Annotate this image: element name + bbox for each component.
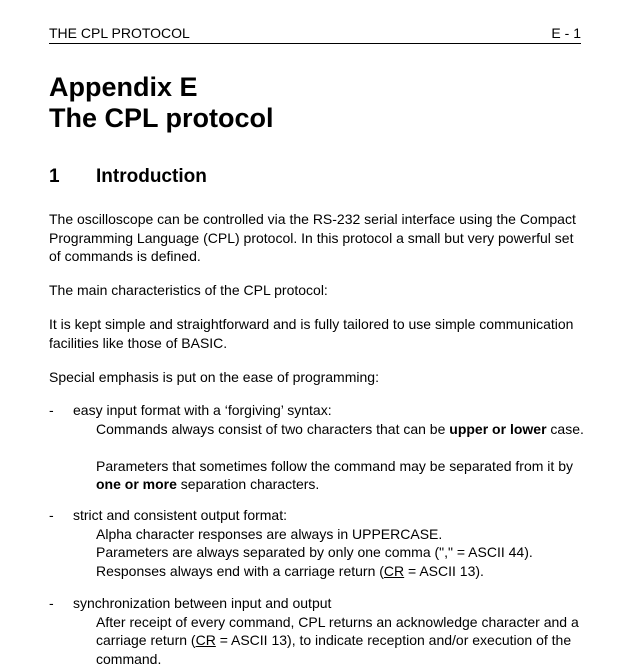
list-item-detail: After receipt of every command, CPL returns an acknowledge character and a carriage return (CR = ASCII 13), to indicate reception and/or execution of the command.: [96, 613, 579, 667]
list-item-detail: Alpha character responses are always in UPPERCASE.: [96, 525, 443, 542]
list-item-detail: Commands always consist of two characters that can be upper or lower case.: [96, 420, 584, 437]
list-item-detail: Parameters that sometimes follow the command may be separated from it by one or more separation characters.: [96, 457, 573, 492]
underlined-text: CR: [383, 562, 405, 579]
page-number: E - 1: [551, 25, 581, 41]
list-item-detail: Parameters are always separated by only one comma ("," = ASCII 44).: [96, 544, 533, 560]
underlined-text: CR: [195, 632, 216, 648]
title-line-2: The CPL protocol: [49, 103, 274, 133]
emphasis-text: one or more: [96, 476, 177, 492]
section-title: Introduction: [96, 166, 207, 187]
list-dash: -: [49, 402, 54, 418]
header-title: THE CPL PROTOCOL: [49, 25, 190, 41]
list-dash: -: [49, 595, 54, 611]
paragraph-emphasis: Special emphasis is put on the ease of programming:: [49, 369, 379, 385]
list-item-heading: synchronization between input and output: [73, 595, 332, 611]
paragraph-simple: It is kept simple and straightforward and is fully tailored to use simple communication facilities like those of BASIC.: [49, 316, 574, 351]
page-title: [49, 72, 274, 134]
list-dash: -: [49, 507, 54, 523]
header-divider: [49, 43, 581, 44]
section-number: 1: [49, 166, 60, 187]
list-item-heading: easy input format with a ‘forgiving’ syntax:: [73, 402, 332, 418]
emphasis-text: upper or lower: [449, 420, 547, 437]
list-item-heading: strict and consistent output format:: [73, 507, 287, 523]
title-line-1: Appendix E: [49, 72, 198, 102]
paragraph-characteristics: The main characteristics of the CPL protocol:: [49, 282, 328, 298]
paragraph-intro: The oscilloscope can be controlled via the RS-232 serial interface using the Compact Programming Language (CPL) protocol. In this protocol a small but very powerful set of commands is defined.: [49, 211, 576, 264]
page-header: [49, 24, 581, 42]
list-item-detail: Responses always end with a carriage return (CR = ASCII 13).: [96, 562, 484, 579]
section-heading: [49, 165, 207, 189]
